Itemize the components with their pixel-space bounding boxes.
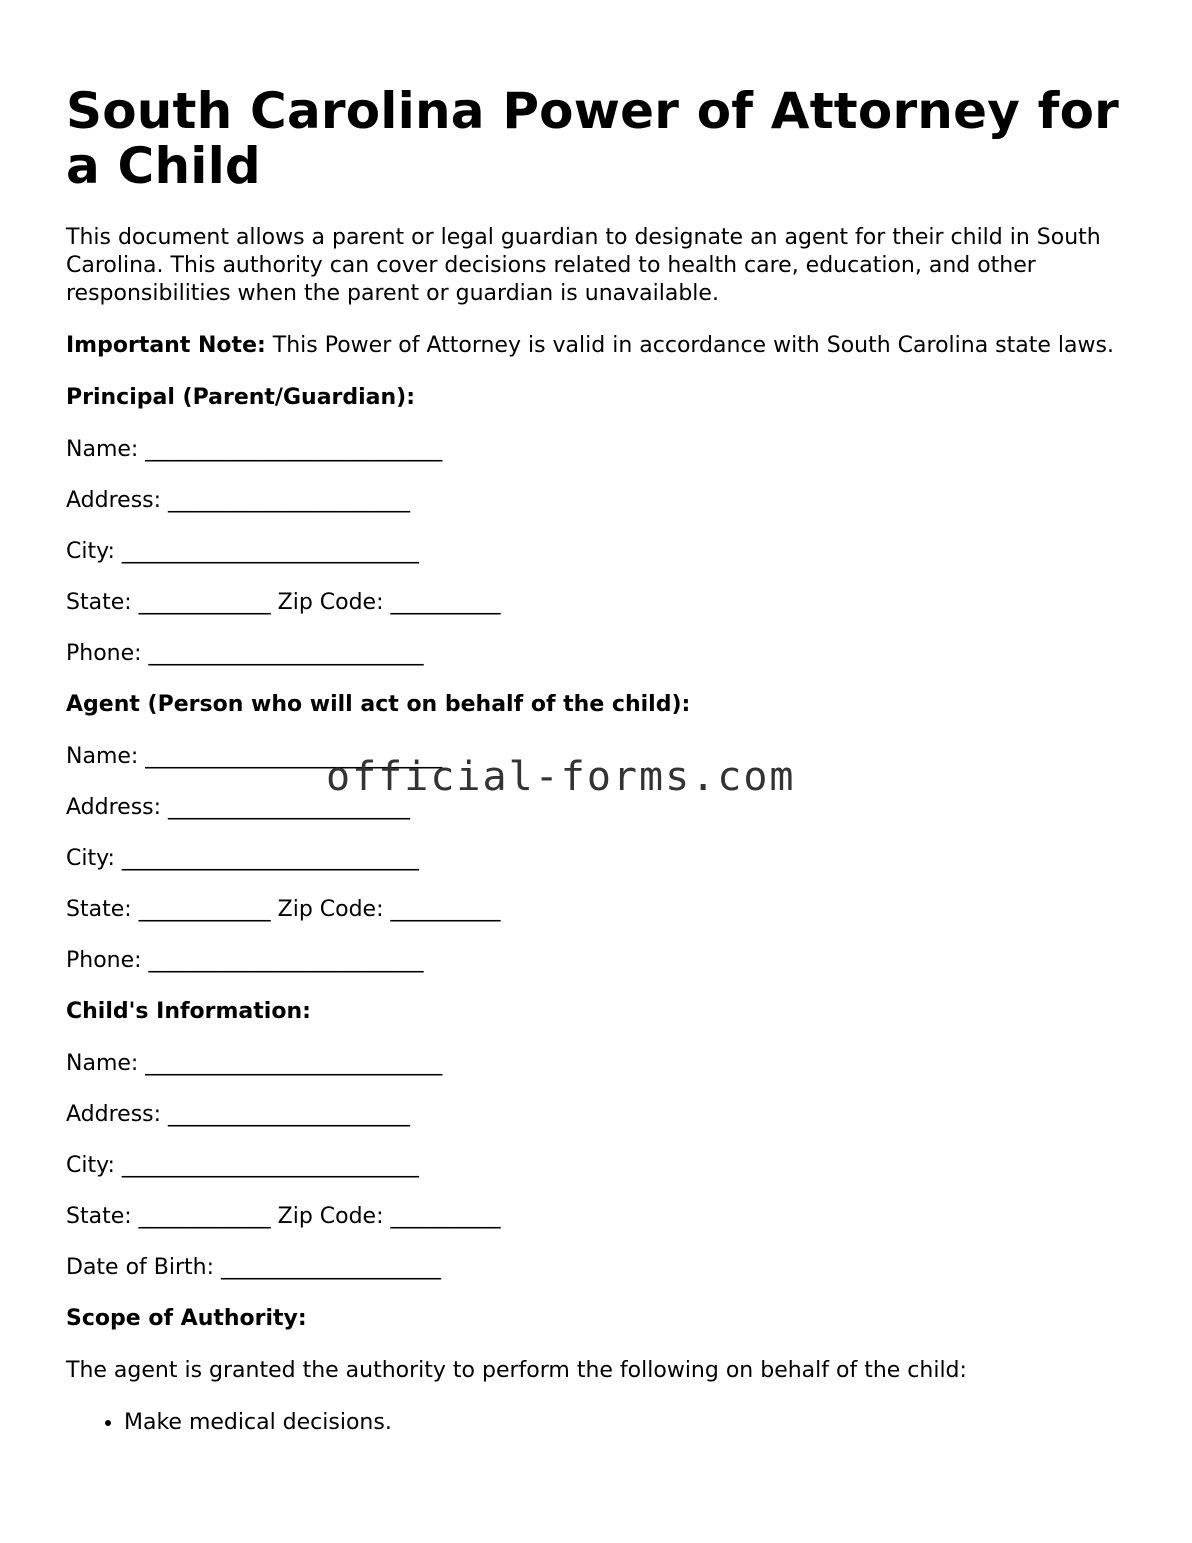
agent-city-field[interactable]: City: ___________________________ bbox=[66, 846, 419, 871]
principal-heading: Principal (Parent/Guardian): bbox=[66, 385, 416, 410]
principal-name-field[interactable]: Name: ___________________________ bbox=[66, 437, 443, 462]
child-name-field[interactable]: Name: ___________________________ bbox=[66, 1051, 443, 1076]
important-note bbox=[66, 332, 1136, 360]
child-dob-field[interactable]: Date of Birth: ____________________ bbox=[66, 1255, 441, 1280]
agent-state-zip-field[interactable]: State: ____________ Zip Code: __________ bbox=[66, 897, 501, 922]
principal-phone-field[interactable]: Phone: _________________________ bbox=[66, 641, 424, 666]
agent-heading: Agent (Person who will act on behalf of the child): bbox=[66, 692, 691, 717]
child-heading: Child's Information: bbox=[66, 999, 311, 1024]
child-city-field[interactable]: City: ___________________________ bbox=[66, 1153, 419, 1178]
agent-address-field[interactable]: Address: ______________________ bbox=[66, 795, 411, 820]
child-address-field[interactable]: Address: ______________________ bbox=[66, 1102, 411, 1127]
principal-city-field[interactable]: City: ___________________________ bbox=[66, 539, 419, 564]
principal-address-field[interactable]: Address: ______________________ bbox=[66, 488, 411, 513]
document-title: South Carolina Power of Attorney for a Child bbox=[66, 82, 1119, 195]
watermark: official-forms.com bbox=[326, 754, 796, 800]
agent-name-field[interactable]: Name: ___________________________ bbox=[66, 744, 443, 769]
scope-intro: The agent is granted the authority to perform the following on behalf of the child: bbox=[66, 1358, 967, 1383]
agent-phone-field[interactable]: Phone: _________________________ bbox=[66, 948, 424, 973]
important-note-label: Important Note: bbox=[66, 333, 266, 358]
scope-list bbox=[66, 1409, 1136, 1437]
scope-item-medical: • Make medical decisions. bbox=[124, 1409, 1136, 1437]
scope-heading: Scope of Authority: bbox=[66, 1306, 307, 1331]
principal-state-zip-field[interactable]: State: ____________ Zip Code: __________ bbox=[66, 590, 501, 615]
child-state-zip-field[interactable]: State: ____________ Zip Code: __________ bbox=[66, 1204, 501, 1229]
intro-paragraph: This document allows a parent or legal guardian to designate an agent for their child in South Carolina. This authority can cover decisions related to health care, education, and other responsibilities when the parent or guardian is unavailable. bbox=[66, 225, 1101, 306]
important-note-text: This Power of Attorney is valid in accordance with South Carolina state laws. bbox=[265, 333, 1114, 358]
